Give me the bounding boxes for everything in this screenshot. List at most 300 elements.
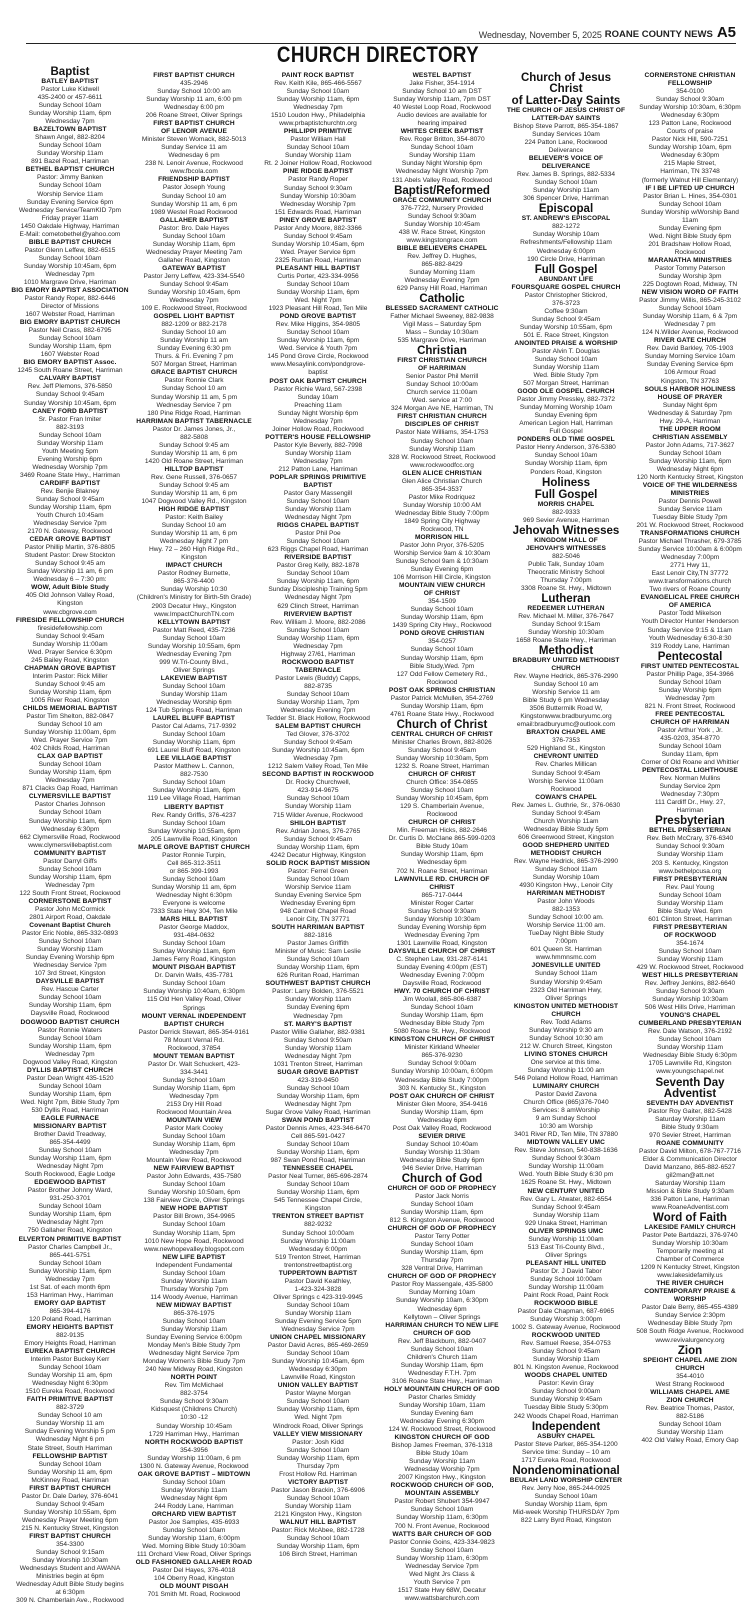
church-detail: Sunday School 10am: [38, 1259, 102, 1267]
church-name: TUPPERTOWN BAPTIST: [278, 1269, 358, 1277]
church-detail: Sunday School 10am: [286, 144, 350, 152]
church-detail: Rev. William J. Moore, 882-2086: [270, 618, 366, 626]
church-detail: Sunday School 10am: [410, 606, 474, 614]
church-detail: 865-441-5751: [49, 1251, 91, 1259]
church-detail: Sunday School 10am: [286, 1350, 350, 1358]
church-name: MOUNT TEMAN BAPTIST: [153, 1052, 235, 1060]
church-name: NORTH POINT: [170, 1374, 218, 1382]
church-detail: Pastor Terry Potter: [414, 1233, 470, 1241]
church-detail: Sunday Worship 10:55am, 6pm: [147, 827, 241, 835]
church-name: REDEEMER LUTHERAN: [527, 604, 605, 612]
church-detail: Hwy. 29-A, Harriman: [659, 417, 721, 425]
church-detail: Wednesday Night 6pm: [656, 465, 724, 473]
church-detail: 1849 Spring City Highway: [404, 517, 480, 525]
church-detail: Sunday School 10am: [38, 254, 102, 262]
church-detail: Sunday Worship 10:45am, 6pm: [23, 399, 117, 407]
church-detail: Wednesday Evening 6pm: [280, 899, 356, 907]
church-detail: Sunday School 10am: [658, 947, 722, 955]
denomination-heading: Catholic: [419, 293, 465, 306]
church-name: HOUSE OF PRAYER: [657, 393, 723, 401]
church-detail: Pastor Jason Brackin, 376-6906: [271, 1486, 365, 1494]
church-detail: Pastor Mike Rodriquez: [408, 493, 476, 501]
church-detail: www.transformations.church: [648, 578, 732, 586]
church-detail: Sunday Worship 11am: [656, 955, 724, 963]
church-name: BIBLE BELIEVERS CHAPEL: [396, 244, 488, 252]
church-name: CHRIST: [429, 883, 455, 891]
directory-column-4: [380, 66, 504, 1602]
church-detail: Interim Pastor Buckey Kerr: [30, 1356, 110, 1364]
church-name: PINEY GROVE BAPTIST: [279, 216, 357, 224]
church-detail: Paint Rock Road, Paint Rock: [523, 1291, 609, 1299]
church-detail: Minister Charles Brown, 882-8026: [392, 738, 492, 746]
church-detail: Sunday Worship 10:45am: [156, 1422, 232, 1430]
church-detail: Glen Alice Christian Church: [401, 477, 483, 485]
denomination-heading: Methodist: [538, 645, 594, 658]
church-detail: Wednesday 7pm: [293, 104, 343, 112]
church-name: MOUNTAIN ASSEMBLY: [404, 1490, 480, 1498]
church-detail: Sunday School 10am: [286, 1398, 350, 1406]
church-detail: Sunday Worship 10am: [532, 874, 600, 881]
church-name: CHURCH OF GOD: [413, 1329, 471, 1337]
church-detail: 224 Patton Lane, Rockwood: [524, 139, 608, 147]
church-detail: Pastor Dr. Dale Darley, 376-6041: [21, 1492, 119, 1500]
church-detail: Rev. Jeffrey D. Hughes,: [407, 252, 477, 260]
church-detail: 865-394-4176: [49, 1307, 91, 1315]
church-detail: Wednesday 7:30pm: [660, 791, 720, 799]
church-detail: 629 Clinch Street, Harriman: [277, 602, 359, 610]
denomination-heading: Independent: [531, 1420, 601, 1433]
church-detail: 215 Maple Street,: [663, 160, 717, 168]
church-detail: Church Office: 354-0855: [406, 779, 478, 787]
church-name: ABUNDANT LIFE: [538, 275, 594, 283]
church-detail: 123 Patton Lane, Rockwood: [648, 120, 732, 128]
church-detail: Rev. Wayne Hedrick, 865-376-2990: [513, 673, 619, 681]
church-detail: Sunday Worship 11:30am: [404, 1148, 480, 1156]
church-name: GATEWAY BAPTIST: [162, 264, 226, 272]
church-detail: Sunday Worship 10:55am, 6pm: [147, 642, 241, 650]
church-detail: Joiner Hollow Road, Rockwood: [272, 425, 364, 433]
church-detail: Sunday School 10am: [286, 88, 350, 96]
church-detail: Sunday Worship 11:00am: [528, 1283, 604, 1291]
church-detail: Sunday Services 10am: [532, 131, 600, 139]
church-name: SOLID ROCK BAPTIST MISSION: [266, 859, 370, 867]
church-detail: Rev. Keith Kile, 865-466-5567: [274, 80, 362, 87]
church-detail: Wednesday Night 6 pm: [35, 1436, 105, 1444]
church-detail: Pastor Matt Reed, 435-7236: [152, 626, 236, 634]
church-detail: Sunday School 10am: [534, 1492, 598, 1500]
church-detail: Corner of Old Roane and Whittier: [641, 759, 739, 767]
church-name: THE UPPER ROOM: [659, 425, 721, 433]
church-detail: Sunday Worship 10:45am: [404, 220, 480, 228]
church-detail: Sunday Worship 3pm: [658, 272, 722, 280]
church-detail: Worship Service 9am & 10:30am: [393, 550, 491, 558]
church-detail: baptist: [308, 369, 328, 377]
church-detail: 1658 Roane State Hwy., Harriman: [516, 637, 616, 645]
church-detail: Sunday School 10am: [286, 329, 350, 337]
church-name: FIRST BAPTIST CHURCH: [153, 72, 235, 79]
church-detail: Director of Missions: [41, 303, 99, 311]
denomination-heading: Pentecostal: [657, 650, 723, 663]
church-detail: Sunday Worship 10:50am, 6pm: [147, 1189, 241, 1197]
church-detail: Worship Service 11am: [285, 883, 351, 891]
church-detail: Wednesday Night 6pm: [160, 1494, 228, 1502]
church-detail: Sunday Worship 11 am, 6pm: [27, 1372, 113, 1380]
church-name: KINGSTON CHURCH OF GOD: [394, 1434, 490, 1442]
church-detail: 10:30 -12: [180, 1414, 208, 1422]
church-detail: Wed. Night Bible Study 6pm: [648, 232, 732, 240]
church-detail: www.RoaneAdventist.com: [651, 1204, 729, 1212]
church-detail: 1010 New Hope Road, Rockwood: [144, 1237, 244, 1245]
church-detail: Rev. Beth McCrary, 376-6340: [646, 835, 734, 843]
church-detail: Wednesday Night 6:30pm: [156, 891, 232, 899]
church-detail: 1232 S. Roane Street, Harriman: [394, 763, 490, 770]
church-detail: Wednesday 6:30pm: [660, 152, 720, 160]
church-detail: Sunday Evening 6am: [410, 1410, 474, 1417]
church-detail: Pastor Roy Massengale, 435-5800: [391, 1281, 493, 1289]
church-detail: Rockwood: [426, 678, 458, 686]
church-detail: Refreshments/Fellowship 11am: [520, 239, 612, 247]
church-detail: Sunday Worship 11am: [532, 187, 600, 195]
church-detail: Rev. Samuel Reese, 354-0753: [521, 1340, 611, 1348]
church-detail: Wednesday Evening 7pm: [404, 276, 480, 284]
church-detail: Sunday School 10am: [162, 1181, 226, 1189]
church-detail: Sunday Worship 10:45am, 6pm: [395, 795, 489, 803]
church-detail: Interim Pastor: Rick Miller: [32, 672, 108, 680]
church-detail: Pastor Roy Gaiter, 882-5428: [648, 1107, 732, 1115]
church-detail: 438 W. Race Street, Kingston: [398, 228, 486, 236]
church-detail: Monday Women's Bible Study 7pm: [142, 1358, 246, 1366]
church-detail: Sunday Worship 10:30am: [652, 1240, 728, 1248]
church-detail: 151 Edwards Road, Harriman: [274, 208, 362, 216]
church-detail: www.youngschapel.net: [656, 1068, 724, 1076]
church-detail: Wednesday Worship 7pm: [280, 200, 356, 208]
church-detail: Sunday Worship 11:00am: [32, 640, 108, 648]
church-detail: Sunday Worship 10:45am, 6pm: [271, 240, 365, 248]
church-detail: Wednesday 7pm: [169, 297, 219, 305]
church-detail: Wed. Prayer Service 7pm: [32, 737, 108, 745]
church-detail: Wednesday Service 7pm: [33, 520, 107, 528]
church-detail: Independent Fundamental: [155, 1261, 233, 1269]
church-name: PLEASANT HILL UNITED: [525, 1259, 607, 1267]
page-title: CHURCH DIRECTORY: [276, 42, 480, 67]
church-detail: Bible Study 10am: [416, 843, 468, 851]
church-detail: Sunday School 9:45am: [35, 1500, 105, 1508]
church-detail: Pastor Brother Johnny Ward,: [27, 1187, 113, 1195]
church-detail: Pastor Brian L. Hines, 354-0301: [643, 192, 737, 200]
church-name: HILLTOP BAPTIST: [164, 465, 224, 473]
church-detail: Wednesdays Student and AWANA: [19, 1565, 121, 1573]
church-detail: Sunday School 9:45am: [283, 739, 353, 747]
church-detail: 606 Greenwood Street, Kingston: [518, 833, 614, 841]
church-detail: Pastor Michael Thrasher, 679-3785: [638, 538, 742, 546]
church-name: HARRIMAN CHURCH TO NEW LIFE: [385, 1321, 499, 1329]
church-name: ST. MARY'S BAPTIST: [283, 1020, 353, 1028]
church-detail: Sunday Worship 11am, 6pm: [28, 1090, 112, 1098]
church-detail: Pastor Derrick Stewart, 865-354-9161: [138, 1028, 250, 1036]
church-detail: Rev. Benjie Blakney: [40, 487, 100, 495]
church-detail: 423-319-9450: [297, 1076, 339, 1084]
church-detail: Sunday School 10am: [38, 102, 102, 110]
church-detail: Pastor David Acres, 865-469-2659: [267, 1342, 369, 1350]
church-detail: 691 Laurel Bluff Road, Kingston: [147, 747, 241, 755]
church-detail: Minister Steven Womack, 882-5013: [141, 136, 247, 144]
church-detail: Sunday School 9:30am: [655, 988, 725, 996]
church-detail: Sunday Worship 11am, 6pm: [28, 688, 112, 696]
church-name: SEVENTH DAY ADVENTIST: [646, 1099, 734, 1107]
church-detail: Sunday School 10am: [162, 819, 226, 827]
church-detail: Pastor Tim Shelton, 882-0847: [26, 713, 114, 720]
church-detail: Wednesday Bible Study 7:00pm: [395, 509, 489, 517]
church-name: WORSHIP: [673, 1296, 707, 1304]
church-name: DAYSVILLE BAPTIST: [35, 978, 105, 986]
church-detail: Sunday Worship 11am, 6pm: [152, 787, 236, 795]
church-detail: Sunday School 9:45am: [531, 769, 601, 777]
church-name: FIRST BAPTIST CHURCH: [29, 1484, 111, 1492]
church-detail: Sunday School 10 am: [161, 329, 227, 337]
church-detail: www.lakesidefamily.us: [657, 1272, 723, 1280]
church-name: BIG EMORY BAPTIST Assoc.: [23, 359, 117, 367]
church-detail: Sunday Worship 11am, 6pm: [276, 634, 360, 642]
church-name: CALVARY BAPTIST: [38, 375, 102, 383]
church-detail: Pastor Phil Poe: [295, 530, 341, 538]
church-name: Covenant Baptist Church: [29, 922, 111, 930]
church-detail: Sunday Worship 11am, 6pm: [524, 1500, 608, 1508]
church-detail: 987 Swan Pond Road, Harriman: [270, 1157, 366, 1165]
church-detail: 2771 Hwy 11,: [670, 562, 710, 570]
church-detail: 328 W. Rockwood Street, Rockwood: [388, 453, 496, 461]
church-detail: Sunday School 9:45am: [283, 835, 353, 843]
church-detail: 131 Abels Valley Road, Rockwood: [391, 176, 493, 184]
church-detail: Hwy. 72 – 260 High Ridge Rd.,: [148, 546, 240, 554]
church-name: DISCIPLES OF CHRIST: [404, 421, 480, 429]
church-detail: Youth Wednesday 6:30-8:30: [648, 634, 732, 642]
church-detail: 1517 State Hwy 68W, Decatur: [397, 1586, 487, 1594]
church-name: RIVERVIEW BAPTIST: [283, 610, 353, 618]
church-detail: Worship Service 11am: [37, 190, 103, 198]
church-detail: 225 Dogtown Road, Midway, TN: [642, 281, 738, 289]
church-detail: Wednesday Service/TeamKID 7pm: [18, 206, 122, 214]
church-detail: Everyone is welcome: [162, 899, 226, 907]
church-detail: Sunday Evening 6pm: [534, 412, 598, 420]
church-detail: Wed. Night 7pm: [294, 297, 342, 305]
church-name: LIVING STONES CHURCH: [524, 1050, 608, 1058]
church-name: POST OAK SPRINGS CHRISTIAN: [388, 686, 496, 694]
church-name: CENTRAL CHURCH OF CHRIST: [391, 730, 493, 738]
church-detail: Sunday School 9:45am: [35, 391, 105, 399]
church-detail: Sunday School 10am: [162, 634, 226, 642]
church-detail: 1031 Trenton Street, Harriman: [273, 1060, 363, 1068]
church-detail: Sunday Worship 11am, 6pm: [28, 1002, 112, 1010]
church-detail: Rockwood, TN: [420, 525, 464, 533]
church-name: NORTH ROCKWOOD BAPTIST: [144, 1438, 244, 1446]
church-name: GOOD SHEPHERD UNITED: [522, 841, 610, 849]
church-detail: Rev. David Barkley, 705-1903: [646, 345, 734, 353]
church-detail: Wednesday Service 7pm: [33, 962, 107, 970]
directory-column-1: [8, 66, 132, 1605]
church-detail: Sunday School 10am: [410, 1546, 474, 1554]
church-detail: www.ImpactChurchTN.com: [154, 610, 234, 618]
church-detail: Pastor Ronnie Turpin,: [162, 851, 226, 859]
church-detail: Children's Church 11am: [406, 1353, 478, 1361]
church-detail: Oliver Springs: [545, 1251, 587, 1259]
church-detail: Pastor Richie Ward, 567-2398: [273, 385, 363, 393]
church-detail: Sunday School 10am: [286, 1084, 350, 1092]
church-detail: C. Stephen Law, 931-287-6141: [396, 955, 488, 963]
church-detail: Sunday School 10am: [410, 1241, 474, 1249]
church-detail: www.prbaptistchurchtn.org: [279, 120, 357, 128]
church-detail: Rev. Tim McMichael: [164, 1382, 224, 1390]
church-name: POST OAK BAPTIST CHURCH: [269, 377, 367, 385]
church-name: MORRISON HILL: [414, 534, 470, 542]
church-detail: 129 S. Chamberlain Avenue,: [400, 803, 484, 811]
church-detail: Sunday School 10 am: [161, 522, 227, 530]
church-name: FIRESIDE FELLOWSHIP CHURCH: [15, 616, 125, 624]
church-name: IF I BE LIFTED UP CHURCH: [645, 184, 735, 192]
church-detail: Sunday School 10am: [162, 875, 226, 883]
church-detail: Sunday Worship 11am, 6pm: [28, 110, 112, 118]
church-detail: Wednesday 6pm: [417, 859, 467, 867]
church-detail: Lenoir City, TN 37771: [286, 916, 350, 924]
church-name: POTTER'S HOUSE FELLOWSHIP: [265, 433, 371, 441]
church-detail: Sunday Worship 11am, 6pm: [28, 873, 112, 881]
church-detail: Sunday Worship 11am: [284, 1502, 352, 1510]
church-name: OF LENOIR AVENUE: [160, 128, 228, 136]
church-detail: American Legion Hall, Harriman: [519, 420, 613, 428]
church-detail: 507 Morgan Street, Harriman: [523, 380, 609, 388]
church-detail: Wed. Bible Study 7pm: [533, 372, 599, 380]
church-detail: Sunday School 9:45am: [531, 809, 601, 817]
church-name: MISSIONARY BAPTIST: [33, 1122, 107, 1130]
church-name: CEDAR GROVE BAPTIST: [29, 536, 111, 544]
church-detail: Wednesday Night 7pm: [36, 1219, 104, 1227]
church-detail: Sunday Discipleship Training 5pm: [268, 586, 368, 594]
church-detail: Sunday School 10am: [38, 1147, 102, 1155]
church-name: LAUREL BLUFF BAPTIST: [152, 715, 236, 723]
church-detail: 931-250-3701: [49, 1195, 91, 1203]
church-name: SALEM BAPTIST CHURCH: [275, 723, 361, 731]
church-name: FELLOWSHIP: [667, 80, 713, 87]
church-name: CLAX GAP BAPTIST: [37, 753, 103, 761]
church-name: PENTECOSTAL LIGHTHOUSE: [642, 767, 738, 775]
church-detail: 119 Lee Village Road, Harriman: [147, 795, 241, 803]
church-name: CHURCH OF GOD OF PROPHECY: [387, 1273, 497, 1281]
church-detail: Pastor Wayne Morgan: [285, 1390, 351, 1398]
denomination-heading: Presbyterian: [655, 815, 725, 828]
church-detail: Pastor Dr. Walt Schuckert, 423-: [147, 1060, 241, 1068]
church-name: BRAXTON CHAPEL AME: [526, 729, 606, 737]
church-detail: 319 Roddy Lane, Harriman: [650, 642, 730, 650]
church-detail: Kellytown – Oliver Springs: [403, 1313, 481, 1321]
church-detail: Pastor Alvin T. Douglas: [532, 347, 600, 355]
church-detail: Wednesday Bible Study 7pm: [647, 1320, 733, 1328]
church-detail: 545 Tennessee Chapel Circle,: [274, 1197, 362, 1205]
church-detail: Sunday Service 11am: [657, 505, 723, 513]
church-name: WOODS CHAPEL UNITED: [524, 1372, 608, 1380]
church-name: FRIENDSHIP BAPTIST: [158, 176, 230, 184]
church-detail: Dr. Curtis D. McClane 865-599-0203: [388, 835, 496, 843]
church-detail: Sunday Worship 11am, 6pm: [152, 1084, 236, 1092]
church-detail: 4761 Roane State Hwy., Rockwood: [390, 710, 494, 718]
church-detail: Sunday School 9:15am: [531, 620, 601, 628]
church-detail: Theocratic Ministry School: [527, 568, 605, 576]
church-name: BETHEL PRESBYTERIAN: [649, 827, 731, 835]
church-name: NEW LIFE BAPTIST: [162, 1253, 226, 1261]
church-detail: firesidefellowship.com: [37, 624, 103, 632]
church-name: LAWNVILLE RD. CHURCH OF: [394, 875, 490, 883]
church-name: POND GROVE CHRISTIAN: [399, 630, 485, 638]
church-detail: Sunday School 10am: [162, 731, 226, 739]
church-detail: Youth Church 10:45am: [36, 512, 104, 520]
church-name: PHILLIPPI PRIMITIVE: [283, 128, 353, 136]
church-detail: Sunday Worship 11am: [36, 946, 104, 954]
church-detail: 303 N. Kentucky St., Kingston: [398, 1084, 486, 1092]
church-detail: 124 N.Wilder Avenue, Rockwood: [641, 329, 739, 337]
church-detail: Wednesday Evening 7:00pm: [399, 971, 485, 979]
church-detail: Courts of praise: [666, 128, 714, 136]
church-detail: Rockwood, 37854: [167, 1044, 221, 1052]
church-detail: Pastor Henry Anderson, 376-5380: [516, 444, 616, 452]
church-detail: Minister Glen Moore, 354-9416: [396, 1100, 488, 1108]
church-name: WOW, Adult Bible Study: [31, 584, 109, 592]
church-detail: 1923 Pleasant Hill Road, Ten Mile: [268, 305, 368, 313]
church-detail: Youth Meeting 5pm: [41, 447, 99, 455]
church-detail: Pastor Randy Roper, 882-6446: [24, 295, 116, 303]
church-detail: 376-7722, Nursery Provided: [400, 204, 484, 212]
church-name: WALNUT HILL BAPTIST: [279, 1518, 357, 1526]
church-detail: Audio devices are available for: [397, 112, 487, 120]
church-detail: Wednesday Bible Study 6pm: [399, 1156, 485, 1164]
church-detail: Rev. Norman Mullins: [659, 775, 721, 783]
church-detail: 212 W. Church Street, Kingston: [519, 1042, 613, 1050]
church-name: BLESSED SACRAMENT CATHOLIC: [385, 305, 499, 313]
church-detail: Wednesday Evening 7pm: [404, 931, 480, 939]
church-detail: Pastor George Maddox,: [158, 924, 229, 932]
denomination-heading: of Latter-Day Saints: [511, 95, 621, 107]
church-detail: 969 Sevier Avenue, Harriman: [522, 516, 609, 524]
church-detail: Sunday School 10:40am: [406, 1140, 478, 1148]
church-name: OLD MOUNT PISGAH: [159, 1583, 229, 1591]
church-detail: 244 Roddy Lane, Harriman: [154, 1502, 234, 1510]
church-detail: Harriman: [676, 807, 704, 815]
church-detail: Sunday School 10am: [534, 179, 598, 187]
church-detail: E-Mail: cometobethel@yahoo.com: [19, 230, 121, 238]
church-detail: Sunday Worship 11am, 6pm: [28, 343, 112, 351]
church-name: CHURCH OF GOD OF PROPHECY: [387, 1184, 497, 1192]
church-detail: Sunday Worship 11am, 6:30pm: [396, 1554, 488, 1562]
church-detail: Pastor: Rick McAbee, 882-1728: [271, 1526, 365, 1534]
church-detail: Sunday Worship 11 am: [160, 337, 228, 345]
church-detail: Sunday Worship 11am: [656, 1428, 724, 1436]
church-detail: Min. Freeman Hicks, 882-2646: [396, 827, 488, 835]
church-name: MARANATHA MINISTRIES: [648, 256, 732, 264]
church-detail: 10:30 am Worship: [539, 1123, 593, 1131]
church-detail: Sunday Worship 11am, 6pm: [400, 1108, 484, 1116]
church-detail: 3308 Roane St. Hwy., Midtown: [520, 584, 612, 592]
church-name: FAITH PRIMITIVE BAPTIST: [26, 1396, 114, 1404]
church-name: LUMINARY CHURCH: [532, 1082, 600, 1090]
church-detail: Dr. Rocky Churchwell,: [285, 779, 351, 787]
denomination-heading: Baptist: [50, 66, 90, 78]
church-name: HARRIMAN METHODIST: [526, 890, 606, 898]
church-detail: Wednesday Service 7pm: [405, 1562, 479, 1570]
church-detail: Worship Service 11 am: [532, 689, 600, 697]
church-detail: Sunday Worship 11am, 6pm: [276, 964, 360, 972]
church-detail: Sunday School 10 am DST: [402, 88, 482, 96]
church-detail: Wednesday Night 7pm: [284, 1052, 352, 1060]
church-detail: Pastor Neal Turner, 865-696-2874: [268, 1173, 368, 1181]
church-name: OF CHRIST: [423, 590, 461, 598]
church-detail: Sunday Worship 11am, 6pm: [400, 851, 484, 859]
